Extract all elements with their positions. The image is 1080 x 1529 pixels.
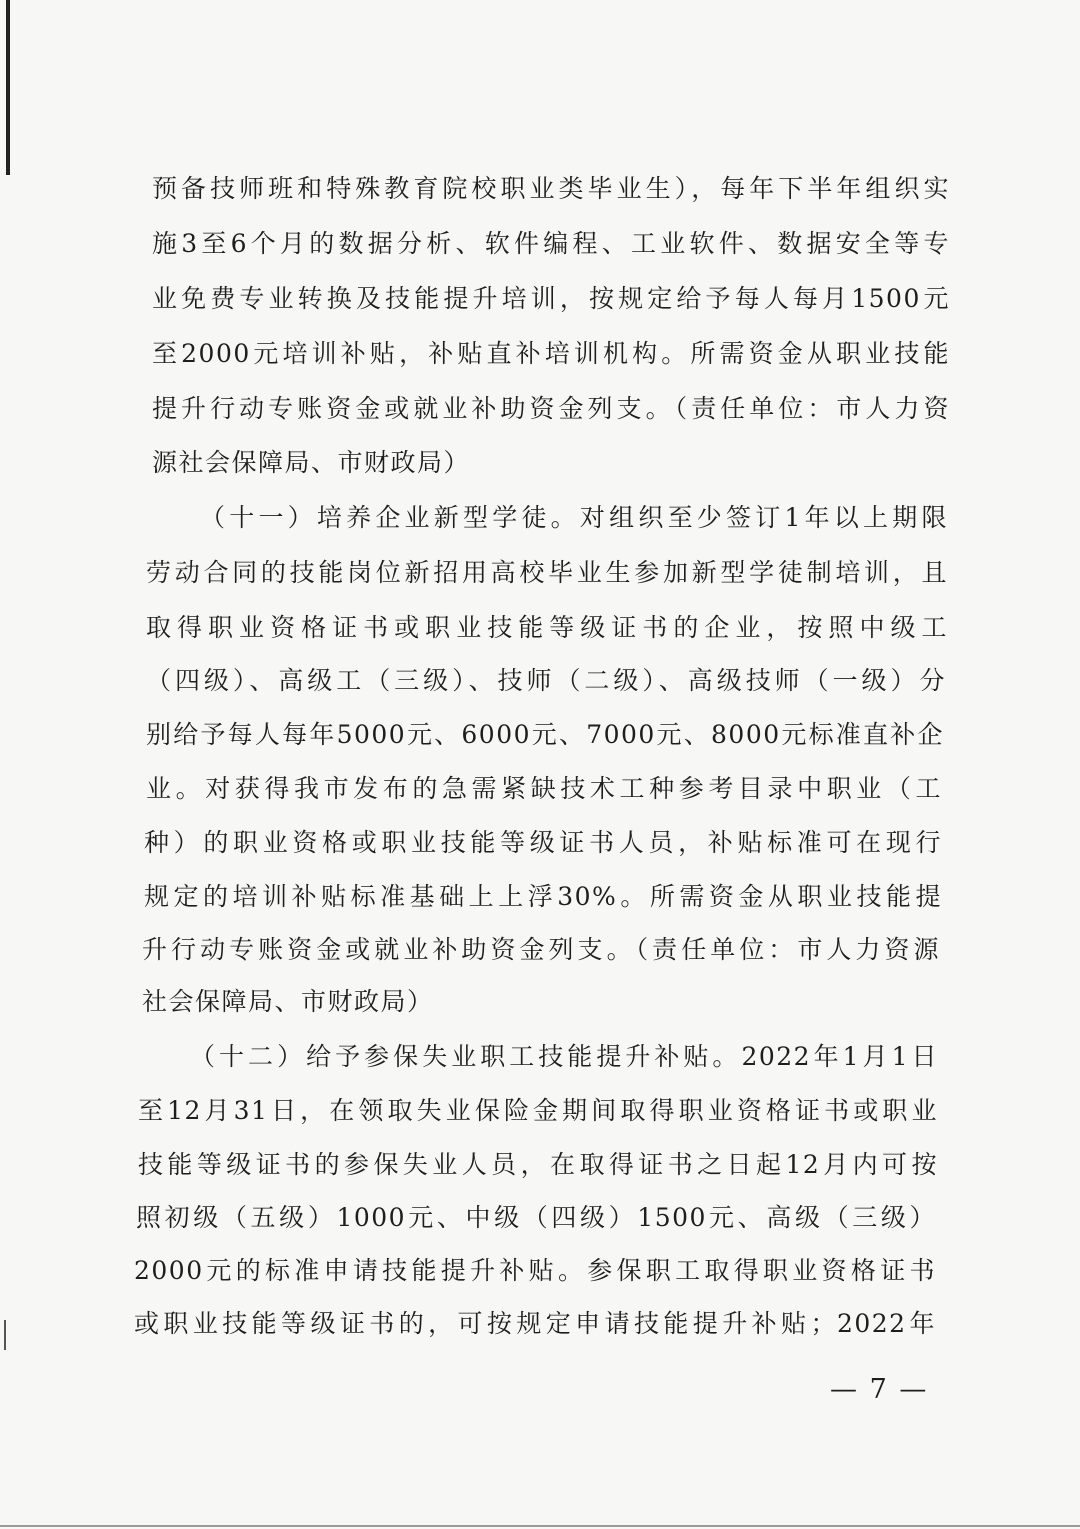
scan-edge-mark-lower <box>4 1320 6 1350</box>
text-line: 种）的职业资格或职业技能等级证书人员，补贴标准可在现行 <box>144 828 942 857</box>
text-line: 升行动专账资金或就业补助资金列支。（责任单位：市人力资源 <box>142 935 940 964</box>
text-line: 业免费专业转换及技能提升培训，按规定给予每人每月1500元 <box>152 284 950 313</box>
text-line: 或职业技能等级证书的，可按规定申请技能提升补贴；2022年 <box>134 1309 936 1338</box>
text-line: 技能等级证书的参保失业人员，在取得证书之日起12月内可按 <box>138 1150 938 1179</box>
text-line: 照初级（五级）1000元、中级（四级）1500元、高级（三级） <box>136 1203 936 1232</box>
text-line: 规定的培训补贴标准基础上上浮30%。所需资金从职业技能提 <box>144 882 942 911</box>
text-line: 预备技师班和特殊教育院校职业类毕业生），每年下半年组织实 <box>152 174 950 203</box>
text-line: 提升行动专账资金或就业补助资金列支。（责任单位：市人力资 <box>152 394 950 423</box>
text-line: （四级）、高级工（三级）、技师（二级）、高级技师（一级）分 <box>146 666 946 695</box>
section-heading-line: （十一）培养企业新型学徒。对组织至少签订1年以上期限 <box>200 503 948 532</box>
scan-edge-mark <box>6 0 10 175</box>
text-line: 2000元的标准申请技能提升补贴。参保职工取得职业资格证书 <box>134 1256 936 1285</box>
text-line: 至12月31日，在领取失业保险金期间取得职业资格证书或职业 <box>138 1096 938 1125</box>
text-line: 施3至6个月的数据分析、软件编程、工业软件、数据安全等专 <box>152 229 950 258</box>
text-line: 劳动合同的技能岗位新招用高校毕业生参加新型学徒制培训，且 <box>146 558 948 587</box>
section-heading-line: （十二）给予参保失业职工技能提升补贴。2022年1月1日 <box>190 1042 938 1071</box>
text-line: 别给予每人每年5000元、6000元、7000元、8000元标准直补企 <box>146 720 944 749</box>
text-line: 社会保障局、市财政局） <box>142 987 434 1016</box>
text-line: 取得职业资格证书或职业技能等级证书的企业，按照中级工 <box>146 613 948 642</box>
page-number: — 7 — <box>830 1374 929 1405</box>
text-line: 至2000元培训补贴，补贴直补培训机构。所需资金从职业技能 <box>152 339 950 368</box>
text-line: 业。对获得我市发布的急需紧缺技术工种参考目录中职业（工 <box>146 774 942 803</box>
text-line: 源社会保障局、市财政局） <box>152 448 471 477</box>
scan-bottom-edge <box>0 1525 1080 1527</box>
